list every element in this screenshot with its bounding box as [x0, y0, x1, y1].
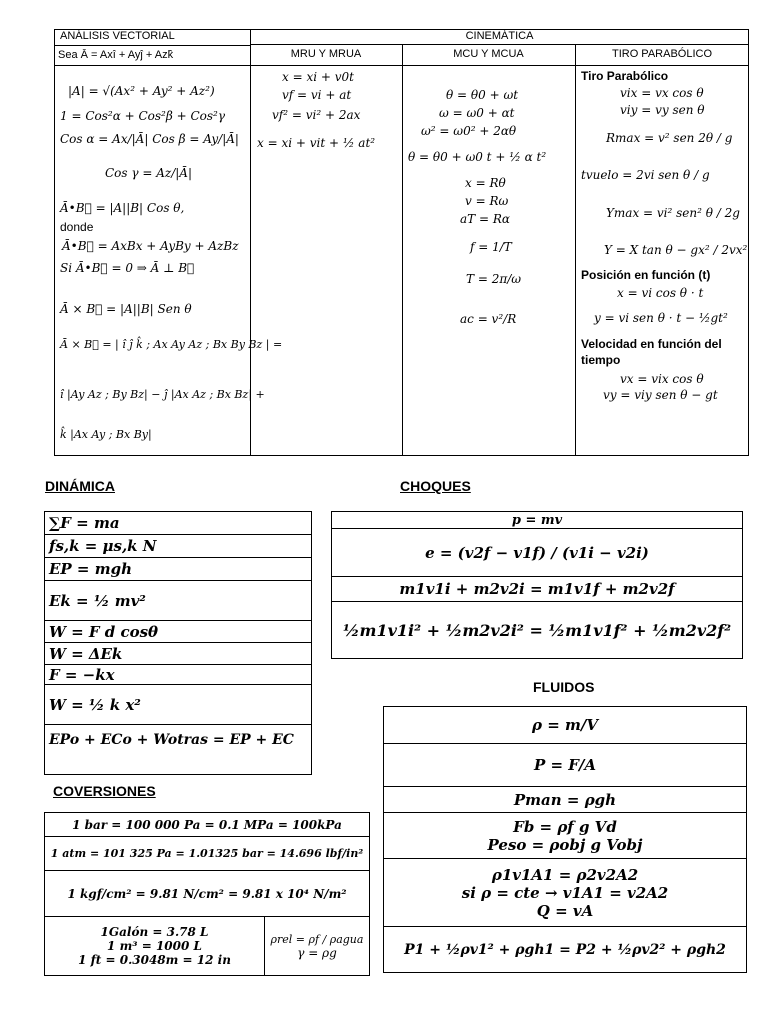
dot-product: Ā•B⃗ = |A||B| Cos θ,: [60, 201, 185, 215]
relative-density: [265, 917, 369, 975]
cos-alpha-beta: Cos α = Ax/|Ā| Cos β = Ay/|Ā|: [60, 132, 239, 146]
header-mru-mrua: MRU Y MRUA: [290, 48, 362, 60]
divider: [575, 44, 576, 456]
tvuelo-formula: tvuelo = 2vi sen θ / g: [581, 168, 710, 182]
conversiones-box: [44, 812, 370, 976]
donde-label: donde: [60, 220, 94, 234]
buoyancy-block: [384, 813, 746, 859]
dot-product-components: Ā•B⃗ = AxBx + AyBy + AzBz: [62, 239, 239, 253]
cross-product-expansion: î |Ay Az ; By Bz| − ĵ |Ax Az ; Bx Bz| +: [60, 388, 265, 401]
unit-equivalences: [45, 917, 265, 975]
conversion-atm: 1 atm = 101 325 Pa = 1.01325 bar = 14.696 lbf/in²: [45, 837, 369, 871]
relative-density-formula: ρrel = ρf / ρagua: [270, 932, 364, 946]
divider: [250, 44, 749, 45]
formula-newton-second-law: ∑F = ma: [45, 512, 311, 535]
cross-product-k-term: k̂ |Ax Ay ; Bx By|: [60, 428, 152, 441]
continuity-block: [384, 859, 746, 927]
tiro-title: Tiro Parabólico: [581, 69, 669, 83]
formula-pressure: P = F/A: [384, 744, 746, 787]
vx-formula: vx = vix cos θ: [620, 372, 704, 386]
formula-gauge-pressure: Pman = ρgh: [384, 787, 746, 813]
mrua-velocity: vf = vi + at: [282, 88, 352, 102]
ymax-formula: Ymax = vi² sen² θ / 2g: [606, 206, 740, 220]
dinamica-box: [44, 511, 312, 775]
mcua-angular-torricelli: ω² = ω0² + 2αθ: [421, 124, 517, 138]
fluidos-title: FLUIDOS: [533, 679, 595, 695]
centripetal-acceleration: ac = v²/R: [460, 312, 517, 326]
formula-hooke-law: F = −kx: [45, 665, 311, 685]
mrua-torricelli: vf² = vi² + 2ax: [272, 108, 361, 122]
dinamica-title: DINÁMICA: [45, 478, 115, 494]
formula-kinetic-energy-conservation: ½m1v1i² + ½m2v2i² = ½m1v1f² + ½m2v2f²: [342, 620, 732, 640]
fluidos-box: [383, 706, 747, 973]
mrua-position: x = xi + vit + ½ at²: [257, 136, 376, 150]
period: T = 2π/ω: [466, 272, 522, 286]
vy-formula: vy = viy sen θ − gt: [603, 388, 718, 402]
formula-weight: Peso = ρobj g Vobj: [487, 835, 643, 854]
header-tiro-parabolico: TIRO PARABÓLICO: [611, 48, 713, 60]
choques-title: CHOQUES: [400, 478, 471, 494]
formula-bernoulli: P1 + ½ρv1² + ρgh1 = P2 + ½ρv2² + ρgh2: [404, 941, 726, 958]
frequency: f = 1/T: [470, 240, 512, 254]
conversion-kgf: 1 kgf/cm² = 9.81 N/cm² = 9.81 x 10⁴ N/m²: [45, 871, 369, 917]
trajectory-formula: Y = X tan θ − gx² / 2vx²: [604, 243, 748, 257]
formula-continuity-constant-density: si ρ = cte → v1A1 = v2A2: [461, 883, 669, 902]
header-analisis-vectorial: ANÁLISIS VECTORIAL: [60, 30, 175, 42]
divider: [54, 65, 749, 66]
y-position-t: y = vi sen θ · t − ½gt²: [594, 311, 728, 325]
specific-weight-formula: γ = ρg: [297, 945, 337, 960]
header-cinematica: CINEMÁTICA: [465, 30, 534, 42]
choques-box: [331, 511, 743, 659]
formula-elastic-work: W = ½ k x²: [45, 685, 311, 725]
formula-kinetic-energy: Ek = ½ mv²: [45, 581, 311, 621]
mru-position: x = xi + v0t: [282, 70, 354, 84]
formula-potential-energy: EP = mgh: [45, 558, 311, 581]
viy-formula: viy = vy sen θ: [620, 103, 705, 117]
linear-velocity: v = Rω: [465, 194, 509, 208]
x-position-t: x = vi cos θ · t: [617, 286, 704, 300]
formula-momentum: p = mv: [332, 512, 742, 529]
velocity-function-title: Velocidad en función del tiempo: [581, 337, 722, 367]
mcua-angle: θ = θ0 + ω0 t + ½ α t²: [408, 150, 547, 164]
foot-conversion: 1 ft = 0.3048m = 12 in: [78, 953, 231, 967]
formula-density: ρ = m/V: [384, 707, 746, 744]
direction-cosines-identity: 1 = Cos²α + Cos²β + Cos²γ: [60, 109, 226, 123]
formula-work: W = F d cosθ: [45, 621, 311, 643]
position-function-title: Posición en función (t): [581, 268, 711, 282]
cos-gamma: Cos γ = Az/|Ā|: [105, 166, 193, 180]
formula-work-energy-theorem: W = ΔEk: [45, 643, 311, 665]
cross-product-determinant: Ā × B⃗ = | î ĵ k̂ ; Ax Ay Az ; Bx By Bz | =: [60, 338, 283, 351]
rmax-formula: Rmax = v² sen 2θ / g: [606, 131, 733, 145]
cross-product: Ā × B⃗ = |A||B| Sen θ: [60, 302, 192, 316]
vix-formula: vix = vx cos θ: [620, 86, 704, 100]
mcua-angular-velocity: ω = ω0 + αt: [439, 106, 515, 120]
tangential-acceleration: aT = Rα: [460, 212, 510, 226]
mcu-angle: θ = θ0 + ωt: [446, 88, 519, 102]
formula-continuity: ρ1v1A1 = ρ2v2A2: [491, 865, 639, 884]
gallon-conversion: 1Galón = 3.78 L: [100, 925, 209, 939]
formula-flow-rate: Q = vA: [536, 901, 594, 920]
vector-definition: Sea Ā = Axî + Ayĵ + Azk̂: [58, 49, 174, 61]
conversiones-title: COVERSIONES: [53, 783, 156, 799]
header-mcu-mcua: MCU Y MCUA: [453, 48, 524, 60]
divider: [54, 45, 250, 46]
formula-energy-conservation: EPo + ECo + Wotras = EP + EC: [49, 732, 294, 748]
divider: [402, 44, 403, 456]
cubic-meter-conversion: 1 m³ = 1000 L: [107, 939, 202, 953]
formula-restitution-coefficient: e = (v2f − v1f) / (v1i − v2i): [332, 529, 742, 577]
vector-magnitude: |A| = √(Ax² + Ay² + Az²): [68, 84, 215, 98]
formula-momentum-conservation: m1v1i + m2v2i = m1v1f + m2v2f: [332, 577, 742, 602]
perpendicular-condition: Si Ā•B⃗ = 0 ⇒ Ā ⊥ B⃗: [60, 261, 195, 275]
conversion-bar: 1 bar = 100 000 Pa = 0.1 MPa = 100kPa: [45, 813, 369, 837]
formula-buoyancy: Fb = ρf g Vd: [513, 817, 617, 836]
formula-friction: fs,k = μs,k N: [45, 535, 311, 558]
conversion-units-row: [45, 917, 369, 975]
arc-length: x = Rθ: [465, 176, 506, 190]
